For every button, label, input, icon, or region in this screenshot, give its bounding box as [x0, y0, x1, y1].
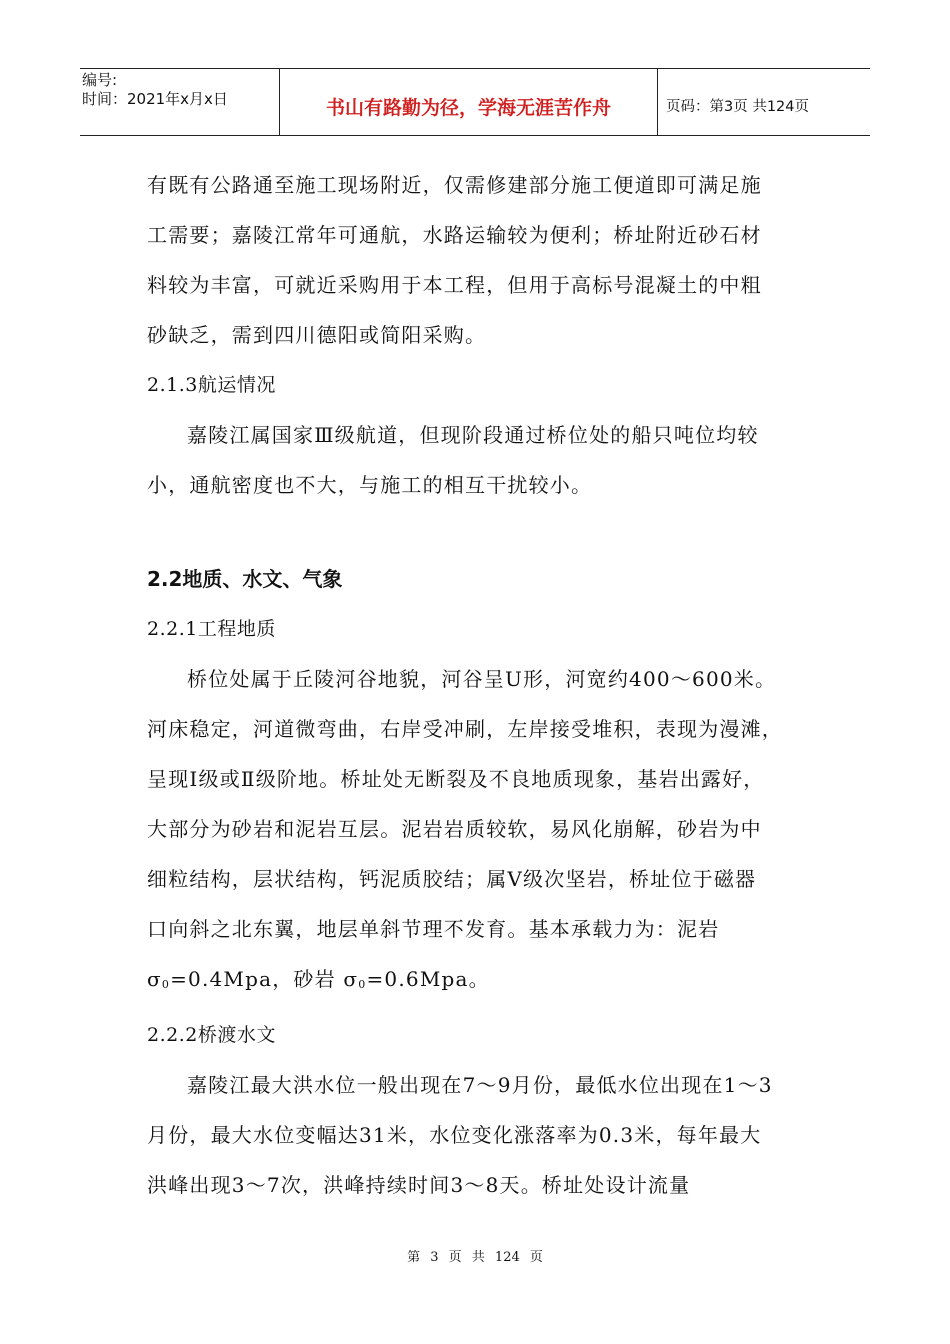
paragraph-line: 料较为丰富，可就近采购用于本工程，但用于高标号混凝土的中粗: [147, 273, 762, 297]
page-header: [80, 68, 870, 136]
paragraph-line: 桥位处属于丘陵河谷地貌，河谷呈U形，河宽约400～600米。: [187, 667, 777, 691]
paragraph-line: 有既有公路通至施工现场附近，仅需修建部分施工便道即可满足施: [147, 173, 762, 197]
paragraph-line: 砂缺乏，需到四川德阳或简阳采购。: [147, 323, 487, 347]
time-label: 时间：2021年x月x日: [82, 90, 228, 108]
document-body: [147, 160, 815, 1210]
header-page-info: 页码：第3页 共124页: [666, 98, 810, 115]
sigma-value: =0.6Mpa。: [366, 967, 490, 991]
paragraph-line: 呈现Ⅰ级或Ⅱ级阶地。桥址处无断裂及不良地质现象，基岩出露好，: [147, 767, 765, 791]
subheading-2-1-3: 2.1.3航运情况: [147, 374, 276, 396]
sigma-subscript: 0: [358, 978, 367, 991]
paragraph-line: 工需要；嘉陵江常年可通航，水路运输较为便利；桥址附近砂石材: [147, 223, 762, 247]
paragraph-line: 大部分为砂岩和泥岩互层。泥岩岩质较软，易风化崩解，砂岩为中: [147, 817, 762, 841]
paragraph-line: 细粒结构，层状结构，钙泥质胶结；属Ⅴ级次坚岩，桥址位于磁器: [147, 867, 757, 891]
subheading-2-2-2: 2.2.2桥渡水文: [147, 1024, 276, 1046]
section-heading-2-2: 2.2地质、水文、气象: [147, 567, 343, 591]
paragraph-line: 嘉陵江属国家Ⅲ级航道，但现阶段通过桥位处的船只吨位均较: [187, 423, 759, 447]
sigma-symbol: σ: [343, 967, 359, 991]
paragraph-line: 河床稳定，河道微弯曲，右岸受冲刷，左岸接受堆积，表现为漫滩，: [147, 717, 783, 741]
header-left-cell: [80, 69, 280, 135]
sigma-value: =0.4Mpa，砂岩: [170, 967, 344, 991]
paragraph-line: 口向斜之北东翼，地层单斜节理不发育。基本承载力为：泥岩: [147, 917, 720, 941]
header-motto: 书山有路勤为径，学海无涯苦作舟: [280, 69, 658, 135]
paragraph-line: 月份，最大水位变幅达31米，水位变化涨落率为0.3米，每年最大: [147, 1123, 762, 1147]
paragraph-line: 洪峰出现3～7次，洪峰持续时间3～8天。桥址处设计流量: [147, 1173, 691, 1197]
paragraph-line: 嘉陵江最大洪水位一般出现在7～9月份，最低水位出现在1～3: [187, 1073, 773, 1097]
sigma-subscript: 0: [161, 978, 171, 991]
sigma-symbol: σ: [147, 967, 162, 991]
page-footer: 第 3 页 共 124 页: [407, 1250, 543, 1265]
sigma-line: [147, 954, 815, 1010]
number-label: 编号:: [82, 71, 118, 89]
subheading-2-2-1: 2.2.1工程地质: [147, 618, 276, 640]
paragraph-line: 小，通航密度也不大，与施工的相互干扰较小。: [147, 473, 593, 497]
